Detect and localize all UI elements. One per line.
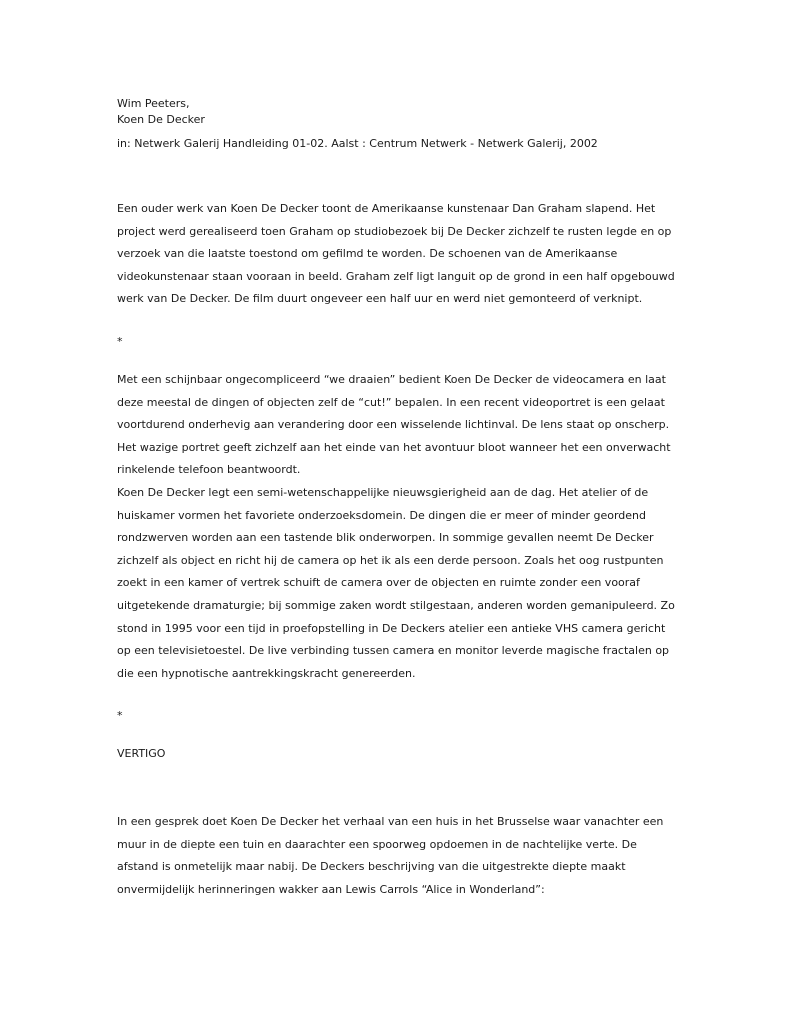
citation: in: Netwerk Galerij Handleiding 01-02. Aalst : Centrum Netwerk - Netwerk Galerij, 2002 — [117, 137, 598, 150]
author-2: Koen De Decker — [117, 113, 205, 126]
paragraph-videocamera: Met een schijnbaar ongecompliceerd “we draaien” bedient Koen De Decker de videocamera en laat deze meestal de dingen of objecten zelf de “cut!” bepalen. In een recent videoportret is een gelaat voortdurend onderhevig aan verandering door een wisselende lichtinval. De lens staat op onscherp. Het wazige portret geeft zichzelf aan het einde van het avontuur bloot wanneer het een onverwacht rinkelende telefoon beantwoordt. — [117, 372, 671, 477]
document-page — [117, 96, 677, 902]
separator-asterisk-2: * — [117, 709, 123, 723]
separator-asterisk: * — [117, 334, 123, 348]
author-1: Wim Peeters, — [117, 97, 190, 110]
author-block — [117, 96, 677, 128]
paragraph-graham: Een ouder werk van Koen De Decker toont de Amerikaanse kunstenaar Dan Graham slapend. Het project werd gerealiseerd toen Graham op studiobezoek bij De Decker zichzelf te rusten legde en op verzoek van die laatste toestond om gefilmd te worden. De schoenen van de Amerikaanse videokunstenaar staan vooraan in beeld. Graham zelf ligt languit op de grond in een half opgebouwd werk van De Decker. De film duurt ongeveer een half uur en werd niet gemonteerd of verknipt. — [117, 202, 675, 306]
section-heading: VERTIGO — [117, 747, 166, 761]
paragraph-curiosity: Koen De Decker legt een semi-wetenschappelijke nieuwsgierigheid aan de dag. Het atelier of de huiskamer vormen het favoriete onderzoeksdomein. De dingen die er meer of minder geordend rondzwerven worden aan een tastende blik onderworpen. In sommige gevallen neemt De Decker zichzelf als object en richt hij de camera op het ik als een derde persoon. Zoals het oog rustpunten zoekt in een kamer of vertrek schuift de camera over de objecten en ruimte zonder een vooraf uitgetekende dramaturgie; bij sommige zaken wordt stilgestaan, anderen worden gemanipuleerd. Zo stond in 1995 voor een tijd in proefopstelling in De Deckers atelier een antieke VHS camera gericht op een televisietoestel. De live verbinding tussen camera en monitor leverde magische fractalen op die een hypnotische aantrekkingskracht genereerden. — [117, 485, 675, 680]
paragraph-vertigo: In een gesprek doet Koen De Decker het verhaal van een huis in het Brusselse waar vanachter een muur in de diepte een tuin en daarachter een spoorweg opdoemen in de nachtelijke verte. De afstand is onmetelijk maar nabij. De Deckers beschrijving van die uitgestrekte diepte maakt onvermijdelijk herinneringen wakker aan Lewis Carrols “Alice in Wonderland”: — [117, 815, 664, 897]
